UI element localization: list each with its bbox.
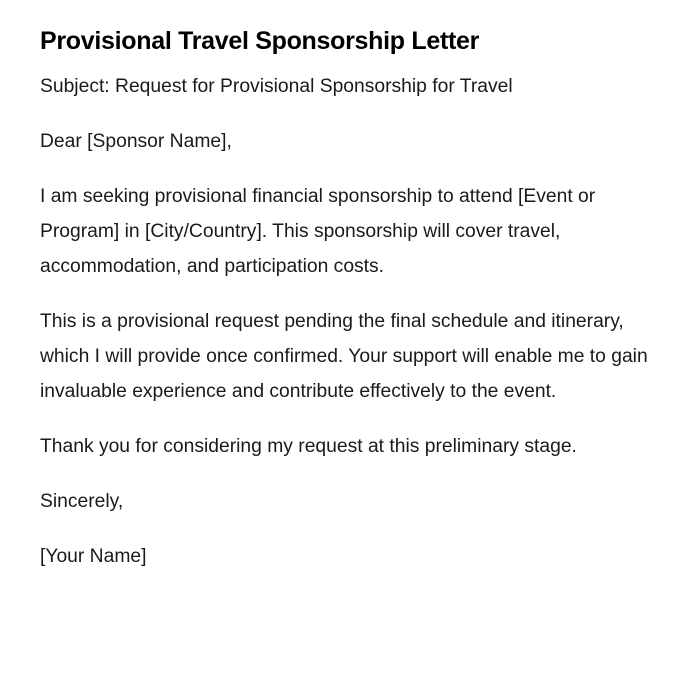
salutation: Dear [Sponsor Name],	[40, 131, 232, 152]
signature: [Your Name]	[40, 546, 147, 567]
closing: Sincerely,	[40, 491, 124, 512]
body-paragraph-thanks: Thank you for considering my request at this preliminary stage.	[40, 436, 577, 457]
body-paragraph-request: I am seeking provisional financial sponsorship to attend [Event or Program] in [City/Country]. This sponsorship will cover travel, accommodation, and participation costs.	[40, 186, 596, 277]
body-paragraph-provisional: This is a provisional request pending the final schedule and itinerary, which I will provide once confirmed. Your support will enable me to gain invaluable experience and contribute effectively to the event.	[40, 311, 648, 402]
document-title: Provisional Travel Sponsorship Letter	[40, 27, 480, 55]
subject-line: Subject: Request for Provisional Sponsorship for Travel	[40, 76, 513, 97]
